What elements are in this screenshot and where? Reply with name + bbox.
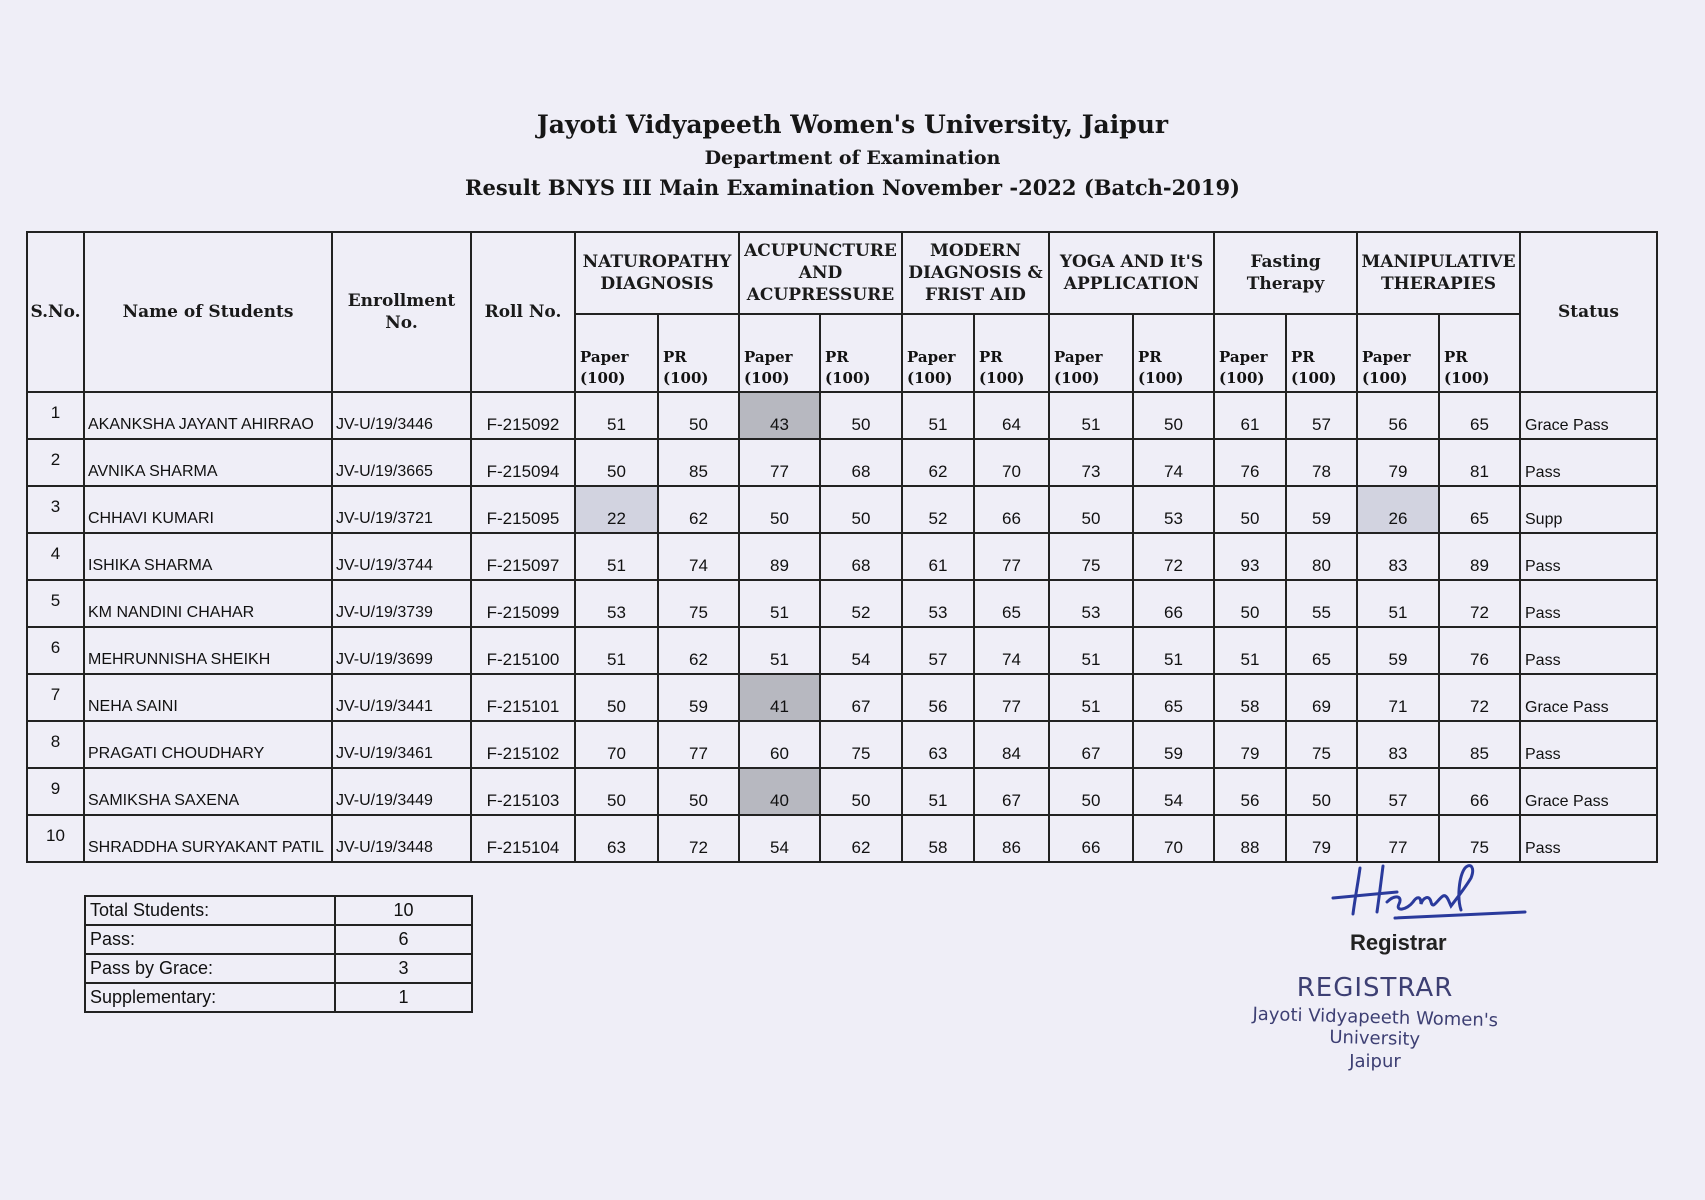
roll-cell: F-215094	[471, 439, 575, 486]
table-row	[27, 674, 1657, 721]
mark-cell: 75	[1049, 533, 1133, 580]
enrollment-cell: JV-U/19/3744	[332, 533, 471, 580]
mark-cell: 89	[739, 533, 820, 580]
stamp-university: Jayoti Vidyapeeth Women's University	[1252, 1003, 1499, 1051]
mark-cell: 50	[1214, 580, 1286, 627]
student-name-cell: ISHIKA SHARMA	[84, 533, 332, 580]
summary-row	[85, 896, 472, 925]
summary-value: 3	[335, 954, 472, 983]
roll-cell: F-215102	[471, 721, 575, 768]
mark-cell: 51	[1049, 392, 1133, 439]
col-header-subject-3-paper: Paper (100)	[902, 314, 974, 392]
roll-cell: F-215097	[471, 533, 575, 580]
sno-cell: 5	[27, 580, 84, 627]
mark-cell: 77	[974, 533, 1049, 580]
sno-cell: 9	[27, 768, 84, 815]
results-body	[27, 392, 1657, 862]
col-header-status: Status	[1520, 232, 1657, 392]
mark-cell: 50	[820, 392, 902, 439]
mark-cell: 89	[1439, 533, 1520, 580]
table-row	[27, 580, 1657, 627]
mark-cell: 50	[739, 486, 820, 533]
mark-cell: 79	[1286, 815, 1357, 862]
mark-cell: 50	[575, 768, 658, 815]
mark-cell: 56	[902, 674, 974, 721]
roll-cell: F-215092	[471, 392, 575, 439]
mark-cell: 50	[658, 392, 739, 439]
status-cell: Grace Pass	[1520, 392, 1657, 439]
mark-cell: 41	[739, 674, 820, 721]
student-name-cell: MEHRUNNISHA SHEIKH	[84, 627, 332, 674]
mark-cell: 83	[1357, 533, 1439, 580]
roll-cell: F-215103	[471, 768, 575, 815]
mark-cell: 51	[1049, 674, 1133, 721]
mark-cell: 85	[658, 439, 739, 486]
mark-cell: 51	[1133, 627, 1214, 674]
mark-cell: 22	[575, 486, 658, 533]
col-header-subject-3: MODERN DIAGNOSIS & FRIST AID	[902, 232, 1049, 314]
mark-cell: 77	[1357, 815, 1439, 862]
mark-cell: 68	[820, 533, 902, 580]
mark-cell: 57	[1286, 392, 1357, 439]
status-cell: Pass	[1520, 721, 1657, 768]
summary-label: Supplementary:	[85, 983, 335, 1012]
registrar-label: Registrar	[1350, 930, 1447, 955]
mark-cell: 51	[575, 533, 658, 580]
mark-cell: 77	[658, 721, 739, 768]
col-header-subject-5: Fasting Therapy	[1214, 232, 1357, 314]
results-table	[26, 231, 1658, 863]
enrollment-cell: JV-U/19/3448	[332, 815, 471, 862]
status-cell: Grace Pass	[1520, 768, 1657, 815]
col-header-subject-5-pr: PR (100)	[1286, 314, 1357, 392]
mark-cell: 51	[739, 580, 820, 627]
mark-cell: 66	[1049, 815, 1133, 862]
mark-cell: 59	[658, 674, 739, 721]
table-row	[27, 486, 1657, 533]
mark-cell: 83	[1357, 721, 1439, 768]
mark-cell: 64	[974, 392, 1049, 439]
status-cell: Pass	[1520, 439, 1657, 486]
mark-cell: 50	[1133, 392, 1214, 439]
student-name-cell: PRAGATI CHOUDHARY	[84, 721, 332, 768]
summary-value: 6	[335, 925, 472, 954]
col-header-subject-6-pr: PR (100)	[1439, 314, 1520, 392]
summary-row	[85, 925, 472, 954]
mark-cell: 67	[1049, 721, 1133, 768]
student-name-cell: SHRADDHA SURYAKANT PATIL	[84, 815, 332, 862]
mark-cell: 51	[575, 392, 658, 439]
status-cell: Pass	[1520, 580, 1657, 627]
mark-cell: 72	[658, 815, 739, 862]
summary-label: Pass:	[85, 925, 335, 954]
mark-cell: 86	[974, 815, 1049, 862]
mark-cell: 50	[1286, 768, 1357, 815]
mark-cell: 50	[1214, 486, 1286, 533]
col-header-subject-5-paper: Paper (100)	[1214, 314, 1286, 392]
mark-cell: 51	[902, 392, 974, 439]
mark-cell: 26	[1357, 486, 1439, 533]
col-header-enrollment: Enrollment No.	[332, 232, 471, 392]
stamp-title: REGISTRAR	[1296, 973, 1454, 1003]
mark-cell: 50	[1049, 486, 1133, 533]
enrollment-cell: JV-U/19/3461	[332, 721, 471, 768]
summary-row	[85, 954, 472, 983]
mark-cell: 53	[902, 580, 974, 627]
mark-cell: 93	[1214, 533, 1286, 580]
table-row	[27, 439, 1657, 486]
student-name-cell: SAMIKSHA SAXENA	[84, 768, 332, 815]
summary-table	[84, 895, 473, 1013]
summary-value: 10	[335, 896, 472, 925]
summary-label: Total Students:	[85, 896, 335, 925]
mark-cell: 68	[820, 439, 902, 486]
student-name-cell: CHHAVI KUMARI	[84, 486, 332, 533]
col-header-subject-4: YOGA AND It'S APPLICATION	[1049, 232, 1214, 314]
sno-cell: 10	[27, 815, 84, 862]
mark-cell: 67	[974, 768, 1049, 815]
mark-cell: 73	[1049, 439, 1133, 486]
mark-cell: 62	[902, 439, 974, 486]
mark-cell: 66	[1439, 768, 1520, 815]
mark-cell: 81	[1439, 439, 1520, 486]
mark-cell: 84	[974, 721, 1049, 768]
mark-cell: 59	[1286, 486, 1357, 533]
sno-cell: 8	[27, 721, 84, 768]
mark-cell: 65	[974, 580, 1049, 627]
status-cell: Grace Pass	[1520, 674, 1657, 721]
mark-cell: 65	[1439, 392, 1520, 439]
enrollment-cell: JV-U/19/3739	[332, 580, 471, 627]
roll-cell: F-215100	[471, 627, 575, 674]
mark-cell: 79	[1357, 439, 1439, 486]
mark-cell: 65	[1439, 486, 1520, 533]
mark-cell: 50	[658, 768, 739, 815]
mark-cell: 72	[1133, 533, 1214, 580]
mark-cell: 72	[1439, 674, 1520, 721]
mark-cell: 63	[902, 721, 974, 768]
mark-cell: 62	[820, 815, 902, 862]
col-header-subject-4-paper: Paper (100)	[1049, 314, 1133, 392]
mark-cell: 52	[820, 580, 902, 627]
status-cell: Pass	[1520, 533, 1657, 580]
mark-cell: 80	[1286, 533, 1357, 580]
table-row	[27, 721, 1657, 768]
mark-cell: 58	[1214, 674, 1286, 721]
mark-cell: 65	[1133, 674, 1214, 721]
mark-cell: 59	[1133, 721, 1214, 768]
student-name-cell: AVNIKA SHARMA	[84, 439, 332, 486]
mark-cell: 61	[902, 533, 974, 580]
mark-cell: 57	[1357, 768, 1439, 815]
department-title: Department of Examination	[704, 147, 1001, 169]
mark-cell: 85	[1439, 721, 1520, 768]
sno-cell: 1	[27, 392, 84, 439]
mark-cell: 62	[658, 486, 739, 533]
col-header-sno: S.No.	[27, 232, 84, 392]
mark-cell: 74	[974, 627, 1049, 674]
mark-cell: 74	[658, 533, 739, 580]
mark-cell: 78	[1286, 439, 1357, 486]
table-row	[27, 392, 1657, 439]
sno-cell: 2	[27, 439, 84, 486]
mark-cell: 52	[902, 486, 974, 533]
status-cell: Supp	[1520, 486, 1657, 533]
student-name-cell: AKANKSHA JAYANT AHIRRAO	[84, 392, 332, 439]
summary-row	[85, 983, 472, 1012]
mark-cell: 76	[1439, 627, 1520, 674]
roll-cell: F-215099	[471, 580, 575, 627]
signature-icon	[1325, 858, 1535, 928]
enrollment-cell: JV-U/19/3441	[332, 674, 471, 721]
sno-cell: 6	[27, 627, 84, 674]
mark-cell: 70	[974, 439, 1049, 486]
mark-cell: 58	[902, 815, 974, 862]
status-cell: Pass	[1520, 627, 1657, 674]
mark-cell: 50	[820, 768, 902, 815]
mark-cell: 57	[902, 627, 974, 674]
mark-cell: 40	[739, 768, 820, 815]
mark-cell: 75	[658, 580, 739, 627]
roll-cell: F-215095	[471, 486, 575, 533]
col-header-name: Name of Students	[84, 232, 332, 392]
mark-cell: 50	[575, 439, 658, 486]
mark-cell: 62	[658, 627, 739, 674]
mark-cell: 53	[1133, 486, 1214, 533]
mark-cell: 53	[575, 580, 658, 627]
mark-cell: 51	[1357, 580, 1439, 627]
sno-cell: 7	[27, 674, 84, 721]
enrollment-cell: JV-U/19/3665	[332, 439, 471, 486]
mark-cell: 55	[1286, 580, 1357, 627]
col-header-subject-1: NATUROPATHY DIAGNOSIS	[575, 232, 739, 314]
mark-cell: 59	[1357, 627, 1439, 674]
mark-cell: 54	[820, 627, 902, 674]
col-header-subject-1-paper: Paper (100)	[575, 314, 658, 392]
table-row	[27, 815, 1657, 862]
mark-cell: 66	[974, 486, 1049, 533]
mark-cell: 77	[974, 674, 1049, 721]
col-header-subject-2-pr: PR (100)	[820, 314, 902, 392]
enrollment-cell: JV-U/19/3446	[332, 392, 471, 439]
col-header-subject-1-pr: PR (100)	[658, 314, 739, 392]
summary-value: 1	[335, 983, 472, 1012]
mark-cell: 71	[1357, 674, 1439, 721]
status-cell: Pass	[1520, 815, 1657, 862]
table-row	[27, 768, 1657, 815]
roll-cell: F-215104	[471, 815, 575, 862]
signature	[1325, 858, 1535, 933]
mark-cell: 56	[1214, 768, 1286, 815]
roll-cell: F-215101	[471, 674, 575, 721]
summary-label: Pass by Grace:	[85, 954, 335, 983]
student-name-cell: KM NANDINI CHAHAR	[84, 580, 332, 627]
col-header-subject-6: MANIPULATIVE THERAPIES	[1357, 232, 1520, 314]
mark-cell: 51	[1214, 627, 1286, 674]
mark-cell: 70	[575, 721, 658, 768]
enrollment-cell: JV-U/19/3721	[332, 486, 471, 533]
mark-cell: 53	[1049, 580, 1133, 627]
mark-cell: 74	[1133, 439, 1214, 486]
mark-cell: 75	[1286, 721, 1357, 768]
table-row	[27, 627, 1657, 674]
col-header-roll: Roll No.	[471, 232, 575, 392]
col-header-subject-6-paper: Paper (100)	[1357, 314, 1439, 392]
mark-cell: 43	[739, 392, 820, 439]
mark-cell: 51	[739, 627, 820, 674]
stamp-city: Jaipur	[1349, 1051, 1401, 1072]
mark-cell: 69	[1286, 674, 1357, 721]
mark-cell: 66	[1133, 580, 1214, 627]
mark-cell: 77	[739, 439, 820, 486]
registrar-stamp	[1205, 973, 1545, 1072]
mark-cell: 51	[902, 768, 974, 815]
mark-cell: 50	[575, 674, 658, 721]
mark-cell: 54	[739, 815, 820, 862]
sno-cell: 4	[27, 533, 84, 580]
mark-cell: 60	[739, 721, 820, 768]
mark-cell: 75	[1439, 815, 1520, 862]
mark-cell: 88	[1214, 815, 1286, 862]
mark-cell: 63	[575, 815, 658, 862]
mark-cell: 65	[1286, 627, 1357, 674]
col-header-subject-3-pr: PR (100)	[974, 314, 1049, 392]
mark-cell: 50	[820, 486, 902, 533]
table-row	[27, 533, 1657, 580]
university-title: Jayoti Vidyapeeth Women's University, Jaipur	[536, 110, 1169, 139]
enrollment-cell: JV-U/19/3449	[332, 768, 471, 815]
sno-cell: 3	[27, 486, 84, 533]
mark-cell: 76	[1214, 439, 1286, 486]
mark-cell: 79	[1214, 721, 1286, 768]
mark-cell: 51	[575, 627, 658, 674]
mark-cell: 70	[1133, 815, 1214, 862]
mark-cell: 75	[820, 721, 902, 768]
student-name-cell: NEHA SAINI	[84, 674, 332, 721]
mark-cell: 51	[1049, 627, 1133, 674]
mark-cell: 54	[1133, 768, 1214, 815]
mark-cell: 61	[1214, 392, 1286, 439]
mark-cell: 50	[1049, 768, 1133, 815]
col-header-subject-2-paper: Paper (100)	[739, 314, 820, 392]
mark-cell: 56	[1357, 392, 1439, 439]
mark-cell: 67	[820, 674, 902, 721]
col-header-subject-4-pr: PR (100)	[1133, 314, 1214, 392]
mark-cell: 72	[1439, 580, 1520, 627]
col-header-subject-2: ACUPUNCTURE AND ACUPRESSURE	[739, 232, 902, 314]
result-title: Result BNYS III Main Examination November -2022 (Batch-2019)	[465, 175, 1240, 200]
enrollment-cell: JV-U/19/3699	[332, 627, 471, 674]
